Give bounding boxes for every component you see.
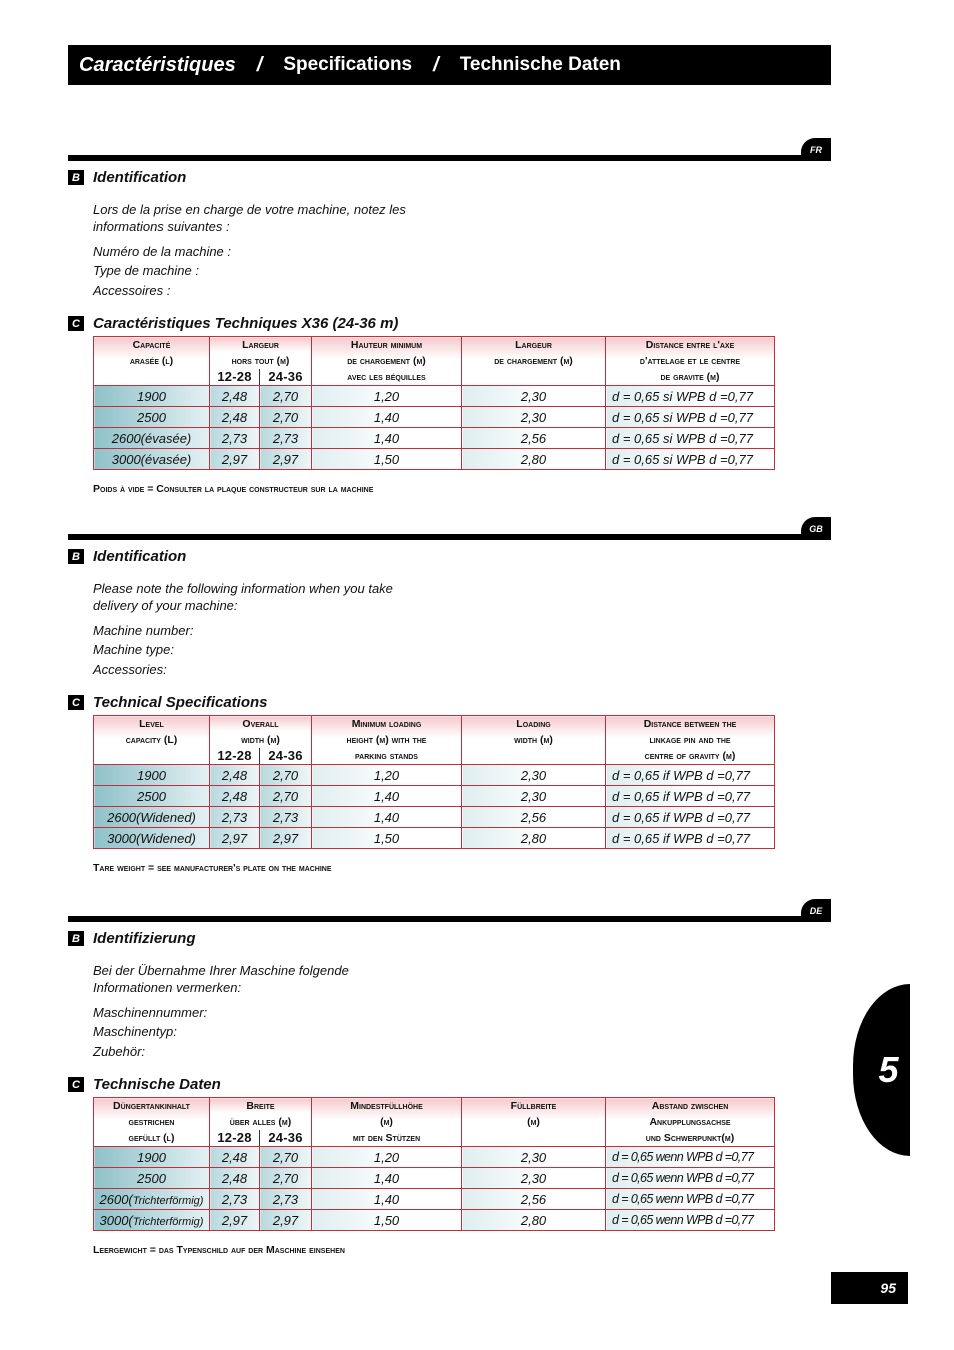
col-header-line: de chargement (m) (494, 355, 573, 367)
identification-title: Identifizierung (93, 930, 196, 947)
width-12-28-cell: 2,48 (210, 765, 260, 786)
capacity-cell (94, 765, 210, 786)
width-12-28-cell: 2,73 (210, 428, 260, 449)
height-cell: 1,20 (312, 386, 462, 407)
specifications-header (68, 1076, 221, 1093)
capacity-value: 1900 (137, 767, 166, 783)
col-header-line: mit den Stützen (352, 1132, 421, 1144)
width-12-28-cell: 2,73 (210, 807, 260, 828)
col-header-line: und Schwerpunkt(m) (645, 1132, 735, 1144)
col-header-24-36: 24-36 (260, 369, 312, 386)
capacity-cell (94, 449, 210, 470)
col-header-loading-width (462, 337, 606, 386)
identification-title: Identification (93, 169, 187, 186)
col-header-12-28: 12-28 (210, 369, 260, 386)
col-header-line: width (m) (514, 734, 553, 746)
intro-line: Please note the following information when you take (93, 581, 393, 596)
capacity-value: 1900 (137, 388, 166, 404)
capacity-cell (94, 386, 210, 407)
loading-width-cell: 2,80 (462, 1210, 606, 1231)
table-row (94, 1147, 775, 1168)
section-badge: C (68, 316, 84, 331)
field-machine-number: Maschinennummer: (93, 1005, 208, 1020)
table-row (94, 407, 775, 428)
col-header-line: d'attelage et le centre (639, 355, 741, 367)
specifications-table (93, 1097, 775, 1231)
specifications-title: Technische Daten (93, 1076, 221, 1093)
intro-line: Bei der Übernahme Ihrer Maschine folgende (93, 963, 349, 978)
width-24-36-cell: 2,73 (260, 428, 312, 449)
col-header-line: arasée (l) (129, 355, 174, 367)
height-cell: 1,50 (312, 1210, 462, 1231)
identification-intro (93, 201, 406, 235)
col-header-line: Loading (516, 718, 551, 730)
capacity-value: 1900 (137, 1149, 166, 1165)
specifications-table (93, 715, 775, 849)
field-accessories: Accessories: (93, 661, 167, 677)
height-cell: 1,40 (312, 807, 462, 828)
col-header-line: über alles (m) (229, 1116, 292, 1128)
col-header-distance (606, 337, 775, 386)
language-tab: GB (801, 517, 831, 539)
distance-cell: d = 0,65 if WPB d =0,77 (606, 807, 775, 828)
col-header-line: (m) (527, 1116, 540, 1128)
tare-weight-note: Leergewicht = das Typenschild auf der Maschine einsehen (93, 1244, 345, 1256)
field-machine-number: Numéro de la machine : (93, 244, 232, 259)
loading-width-cell: 2,30 (462, 386, 606, 407)
chapter-tab: 5 (853, 984, 910, 1156)
identification-title: Identification (93, 548, 187, 565)
loading-width-cell: 2,30 (462, 786, 606, 807)
col-header-line: Level (139, 718, 164, 730)
col-header-width (210, 716, 312, 749)
width-12-28-cell: 2,97 (210, 1210, 260, 1231)
height-cell: 1,50 (312, 828, 462, 849)
col-header-line: de chargement (m) (347, 355, 426, 367)
title-en: Specifications (283, 54, 413, 75)
col-header-line: de gravite (m) (660, 371, 720, 383)
field-accessories: Accessoires : (93, 282, 171, 298)
col-header-line: Overall (242, 718, 279, 730)
col-header-24-36: 24-36 (260, 748, 312, 765)
capacity-value: 2600(évasée) (111, 430, 192, 446)
section-badge: C (68, 1077, 84, 1092)
capacity-value: 3000(évasée) (111, 451, 192, 467)
distance-cell: d = 0,65 si WPB d =0,77 (606, 386, 775, 407)
width-24-36-cell: 2,73 (260, 1189, 312, 1210)
width-24-36-cell: 2,70 (260, 786, 312, 807)
capacity-cell (94, 407, 210, 428)
section-badge: B (68, 549, 84, 564)
capacity-cell (94, 1147, 210, 1168)
specifications-title: Technical Specifications (93, 694, 268, 711)
distance-cell: d = 0,65 si WPB d =0,77 (606, 449, 775, 470)
col-header-line: linkage pin and the (649, 734, 731, 746)
capacity-value: 2600(Widened) (107, 809, 196, 825)
col-header-line: hors tout (m) (231, 355, 290, 367)
capacity-cell (94, 1210, 210, 1231)
col-header-line: Füllbreite (510, 1100, 557, 1112)
loading-width-cell: 2,30 (462, 1168, 606, 1189)
distance-cell: d = 0,65 if WPB d =0,77 (606, 786, 775, 807)
capacity-value: 3000( (99, 1212, 133, 1228)
capacity-cell (94, 807, 210, 828)
intro-line: Informationen vermerken: (93, 980, 242, 995)
capacity-value: 2500 (137, 788, 166, 804)
capacity-value: 3000(Widened) (107, 830, 196, 846)
col-header-capacity (94, 1098, 210, 1147)
col-header-line: Distance between the (643, 718, 737, 730)
width-12-28-cell: 2,73 (210, 1189, 260, 1210)
table-row (94, 386, 775, 407)
col-header-height (312, 1098, 462, 1147)
height-cell: 1,20 (312, 765, 462, 786)
distance-cell: d = 0,65 wenn WPB d =0,77 (606, 1189, 775, 1210)
width-24-36-cell: 2,97 (260, 449, 312, 470)
capacity-cell (94, 428, 210, 449)
col-header-loading-width (462, 1098, 606, 1147)
width-24-36-cell: 2,97 (260, 828, 312, 849)
height-cell: 1,20 (312, 1147, 462, 1168)
table-row (94, 1189, 775, 1210)
language-tab: FR (801, 138, 831, 160)
loading-width-cell: 2,56 (462, 428, 606, 449)
col-header-line: gestrichen (128, 1116, 175, 1128)
table-row (94, 449, 775, 470)
col-header-line: Düngertankinhalt (113, 1100, 190, 1112)
page-title-bar (68, 45, 831, 85)
width-12-28-cell: 2,48 (210, 786, 260, 807)
col-header-line: Hauteur minimum (350, 339, 423, 351)
section-divider (68, 534, 831, 540)
field-machine-type: Machine type: (93, 642, 174, 658)
col-header-width (210, 1098, 312, 1131)
distance-cell: d = 0,65 if WPB d =0,77 (606, 828, 775, 849)
identification-header (68, 169, 186, 186)
capacity-value: 2600( (99, 1191, 133, 1207)
identification-fields (93, 621, 193, 679)
identification-header (68, 548, 186, 565)
section-badge: B (68, 931, 84, 946)
col-header-line: Mindestfüllhöhe (350, 1100, 423, 1112)
width-24-36-cell: 2,97 (260, 1210, 312, 1231)
table-row (94, 428, 775, 449)
width-24-36-cell: 2,70 (260, 1168, 312, 1189)
table-row (94, 786, 775, 807)
title-de: Technische Daten (459, 54, 621, 75)
table-row (94, 765, 775, 786)
table-row (94, 1210, 775, 1231)
identification-fields (93, 1003, 207, 1061)
width-24-36-cell: 2,70 (260, 765, 312, 786)
width-24-36-cell: 2,73 (260, 807, 312, 828)
distance-cell: d = 0,65 wenn WPB d =0,77 (606, 1147, 775, 1168)
loading-width-cell: 2,30 (462, 1147, 606, 1168)
height-cell: 1,40 (312, 786, 462, 807)
col-header-line: Largeur (242, 339, 279, 351)
tare-weight-note: Tare weight = see manufacturer's plate on the machine (93, 862, 332, 874)
width-12-28-cell: 2,97 (210, 449, 260, 470)
col-header-line: parking stands (355, 750, 418, 762)
width-12-28-cell: 2,48 (210, 1147, 260, 1168)
col-header-distance (606, 1098, 775, 1147)
col-header-capacity (94, 337, 210, 386)
capacity-cell (94, 1189, 210, 1210)
intro-line: delivery of your machine: (93, 598, 238, 613)
distance-cell: d = 0,65 wenn WPB d =0,77 (606, 1210, 775, 1231)
col-header-line: Breite (246, 1100, 275, 1112)
table-row (94, 1168, 775, 1189)
identification-fields (93, 242, 231, 300)
field-machine-number: Machine number: (93, 623, 194, 638)
table-row (94, 828, 775, 849)
col-header-line: avec les béquilles (347, 371, 426, 383)
intro-line: Lors de la prise en charge de votre machine, notez les (93, 202, 406, 217)
title-fr: Caractéristiques (79, 53, 236, 76)
language-tab: DE (801, 899, 831, 921)
capacity-suffix: Trichterförmig) (132, 1194, 204, 1207)
loading-width-cell: 2,30 (462, 765, 606, 786)
width-12-28-cell: 2,48 (210, 386, 260, 407)
capacity-cell (94, 828, 210, 849)
height-cell: 1,40 (312, 407, 462, 428)
capacity-cell (94, 786, 210, 807)
col-header-24-36: 24-36 (260, 1130, 312, 1147)
height-cell: 1,50 (312, 449, 462, 470)
width-12-28-cell: 2,48 (210, 407, 260, 428)
width-24-36-cell: 2,70 (260, 386, 312, 407)
capacity-suffix: Trichterförmig) (132, 1215, 204, 1228)
width-12-28-cell: 2,97 (210, 828, 260, 849)
loading-width-cell: 2,30 (462, 407, 606, 428)
identification-intro (93, 962, 349, 996)
col-header-line: Ankupplungsachse (649, 1116, 731, 1128)
capacity-value: 2500 (137, 1170, 166, 1186)
identification-intro (93, 580, 393, 614)
col-header-line: Capacité (132, 339, 171, 351)
section-badge: B (68, 170, 84, 185)
loading-width-cell: 2,56 (462, 807, 606, 828)
page-number: 95 (831, 1272, 908, 1304)
col-header-line: width (m) (241, 734, 280, 746)
col-header-capacity (94, 716, 210, 765)
col-header-12-28: 12-28 (210, 748, 260, 765)
loading-width-cell: 2,80 (462, 449, 606, 470)
specifications-header (68, 315, 398, 332)
specifications-table (93, 336, 775, 470)
col-header-12-28: 12-28 (210, 1130, 260, 1147)
specifications-title: Caractéristiques Techniques X36 (24-36 m) (93, 315, 399, 332)
width-12-28-cell: 2,48 (210, 1168, 260, 1189)
col-header-line: gefüllt (l) (128, 1132, 175, 1144)
col-header-line: centre of gravity (m) (644, 750, 736, 762)
title-separator: / (256, 53, 263, 76)
col-header-width (210, 337, 312, 370)
intro-line: informations suivantes : (93, 219, 230, 234)
col-header-height (312, 337, 462, 386)
capacity-cell (94, 1168, 210, 1189)
width-24-36-cell: 2,70 (260, 407, 312, 428)
col-header-line: height (m) with the (346, 734, 427, 746)
distance-cell: d = 0,65 si WPB d =0,77 (606, 428, 775, 449)
height-cell: 1,40 (312, 1189, 462, 1210)
col-header-height (312, 716, 462, 765)
width-24-36-cell: 2,70 (260, 1147, 312, 1168)
loading-width-cell: 2,56 (462, 1189, 606, 1210)
field-machine-type: Type de machine : (93, 263, 199, 279)
section-divider (68, 916, 831, 922)
title-separator: / (433, 53, 439, 76)
height-cell: 1,40 (312, 1168, 462, 1189)
loading-width-cell: 2,80 (462, 828, 606, 849)
height-cell: 1,40 (312, 428, 462, 449)
identification-header (68, 930, 196, 947)
col-header-line: (m) (380, 1116, 393, 1128)
col-header-line: Abstand zwischen (651, 1100, 729, 1112)
col-header-loading-width (462, 716, 606, 765)
table-row (94, 807, 775, 828)
distance-cell: d = 0,65 si WPB d =0,77 (606, 407, 775, 428)
field-machine-type: Maschinentyp: (93, 1024, 177, 1040)
col-header-line: Largeur (515, 339, 552, 351)
col-header-line: Distance entre l'axe (645, 339, 735, 351)
distance-cell: d = 0,65 wenn WPB d =0,77 (606, 1168, 775, 1189)
col-header-distance (606, 716, 775, 765)
section-badge: C (68, 695, 84, 710)
col-header-line: Minimum loading (351, 718, 422, 730)
col-header-line: capacity (L) (125, 734, 178, 746)
distance-cell: d = 0,65 if WPB d =0,77 (606, 765, 775, 786)
capacity-value: 2500 (137, 409, 166, 425)
field-accessories: Zubehör: (93, 1043, 146, 1059)
tare-weight-note: Poids à vide = Consulter la plaque constructeur sur la machine (93, 483, 374, 495)
section-divider (68, 155, 831, 161)
specifications-header (68, 694, 268, 711)
